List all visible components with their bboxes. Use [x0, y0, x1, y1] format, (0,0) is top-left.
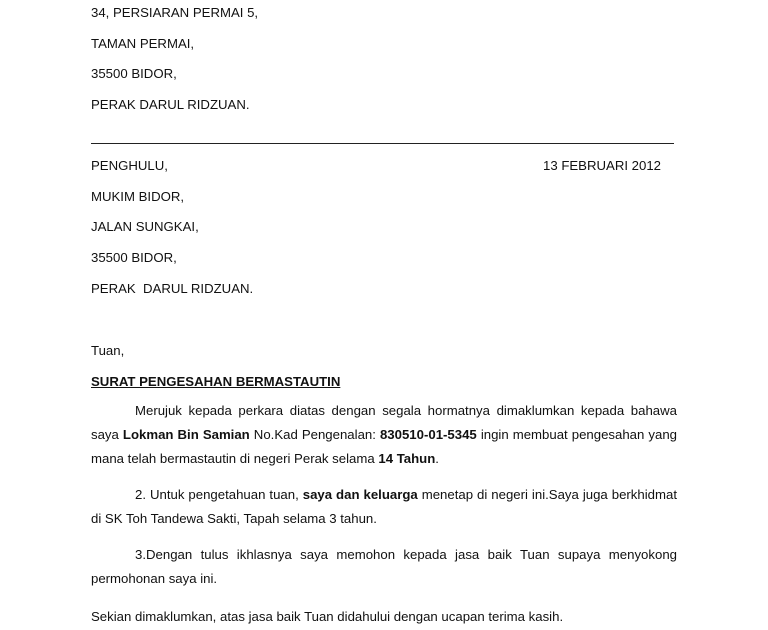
header-divider [91, 143, 674, 144]
recipient-address-line-1: PENGHULU, [91, 158, 168, 173]
ic-number: 830510-01-5345 [379, 427, 477, 442]
recipient-address-line-4: 35500 BIDOR, [91, 250, 177, 265]
recipient-address-line-2: MUKIM BIDOR, [91, 189, 185, 204]
paragraph-1-text-a: Merujuk kepada perkara diatas dengan segala hormatnya dimaklumkan kepada bahawa saya [91, 403, 677, 442]
paragraph-3 [91, 543, 677, 591]
recipient-address-line-3: JALAN SUNGKAI, [91, 219, 199, 234]
paragraph-1-text-c: ingin membuat pengesahan yang mana telah bermastautin di negeri Perak selama [91, 427, 678, 466]
sender-address-line-2: TAMAN PERMAI, [91, 36, 195, 51]
paragraph-1-text-b: No.Kad Pengenalan: [249, 427, 380, 442]
sender-address-line-1: 34, PERSIARAN PERMAI 5, [91, 5, 259, 20]
residency-duration: 14 Tahun [378, 451, 436, 466]
paragraph-3-text: 3.Dengan tulus ikhlasnya saya memohon kepada jasa baik Tuan supaya menyokong permohonan saya ini. [91, 547, 677, 586]
salutation: Tuan, [91, 343, 125, 358]
paragraph-2-bold: saya dan keluarga [302, 487, 418, 502]
paragraph-2 [91, 483, 677, 531]
paragraph-1-text-d: . [435, 451, 439, 466]
letter-date: 13 FEBRUARI 2012 [543, 158, 662, 173]
sender-address-line-4: PERAK DARUL RIDZUAN. [91, 97, 250, 112]
paragraph-2-text-b: menetap di negeri ini.Saya juga berkhidmat di SK Toh Tandewa Sakti, Tapah selama 3 tahun. [91, 487, 677, 526]
recipient-address-line-5: PERAK DARUL RIDZUAN. [91, 281, 254, 296]
closing-line: Sekian dimaklumkan, atas jasa baik Tuan didahului dengan ucapan terima kasih. [91, 609, 564, 624]
paragraph-1 [91, 399, 677, 471]
applicant-name: Lokman Bin Samian [122, 427, 250, 442]
letter-subject: SURAT PENGESAHAN BERMASTAUTIN [91, 374, 341, 389]
paragraph-2-text-a: 2. Untuk pengetahuan tuan, [135, 487, 303, 502]
sender-address-line-3: 35500 BIDOR, [91, 66, 177, 81]
